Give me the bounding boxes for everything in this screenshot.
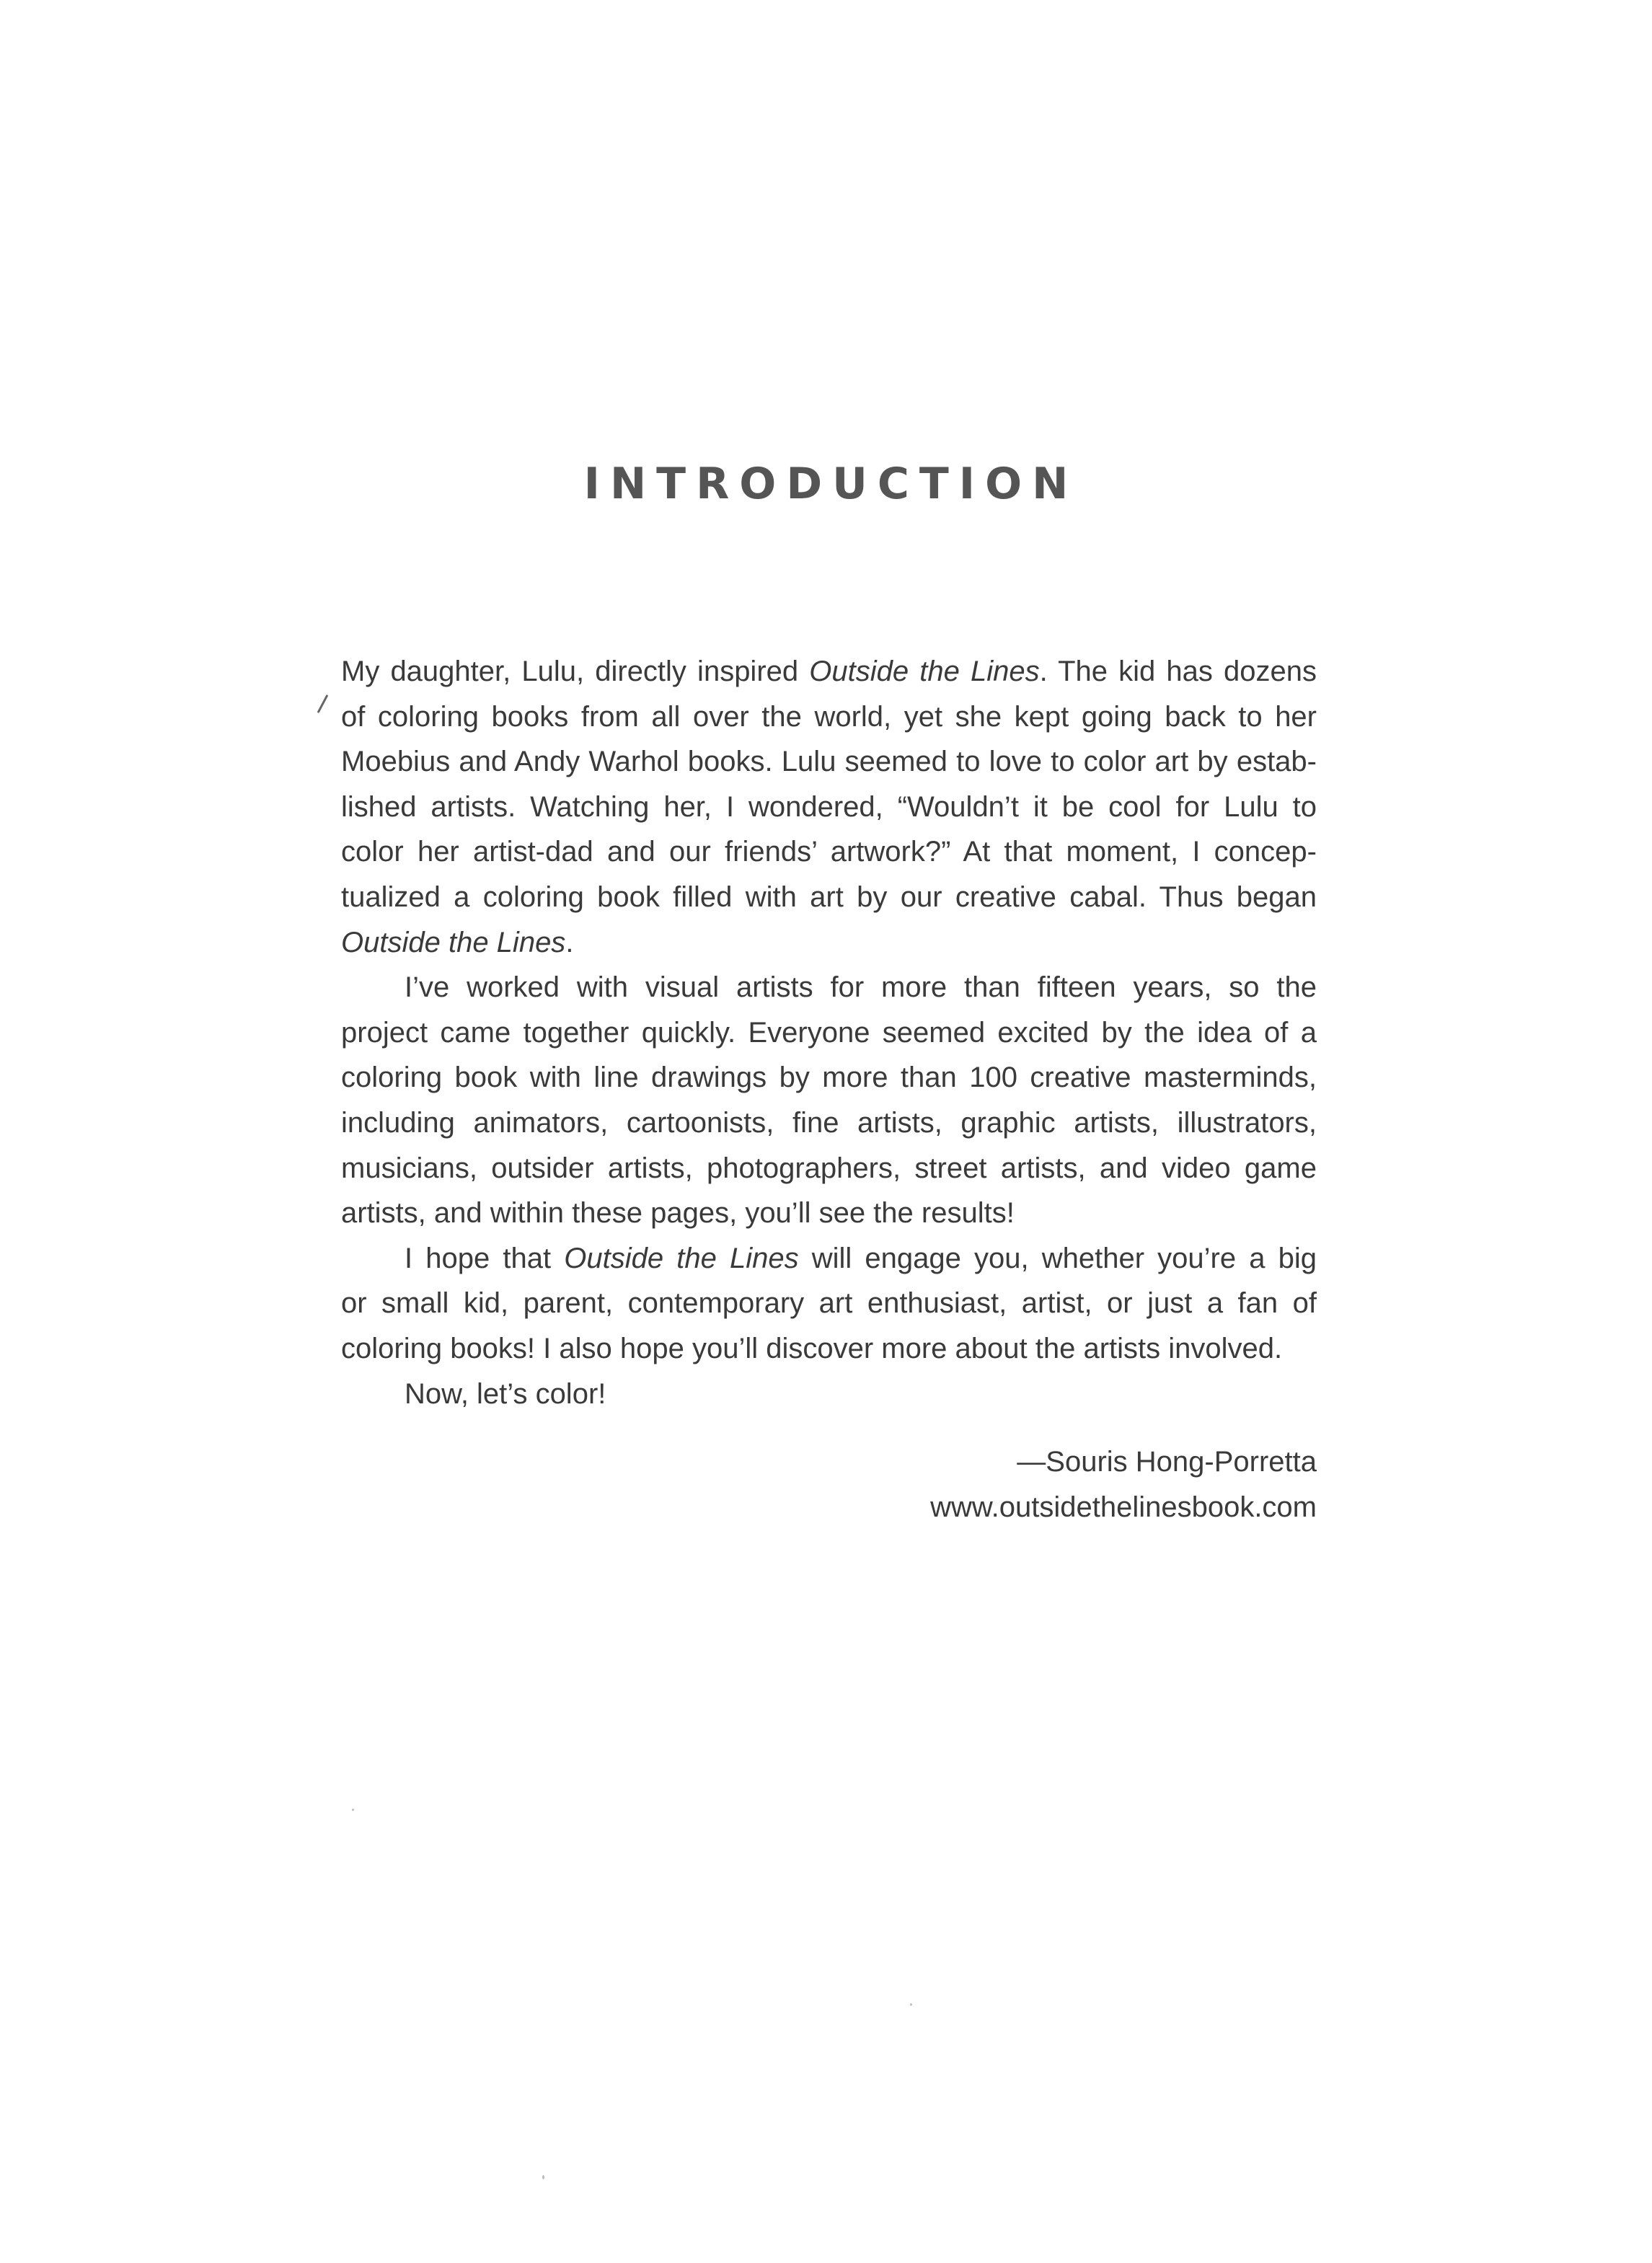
text-run: I hope that [405, 1242, 565, 1274]
text-run: color her artist-dad and our friends’ artwork?” At that moment, I concep- [341, 836, 1317, 868]
text-line [341, 1146, 1317, 1191]
text-line [341, 1236, 1317, 1282]
author-signature: —Souris Hong-Porretta [1017, 1446, 1317, 1478]
text-line [341, 1055, 1317, 1100]
text-line [341, 965, 1317, 1010]
text-run: Now, let’s color! [405, 1377, 606, 1410]
text-line [341, 1281, 1317, 1326]
text-line [341, 920, 1317, 966]
text-run: . The kid has dozens [1039, 656, 1317, 687]
text-run: including animators, cartoonists, fine artists, graphic artists, illustrators, [341, 1106, 1317, 1139]
scan-speck [352, 1809, 354, 1811]
text-run: of coloring books from all over the world, yet she kept going back to her [341, 700, 1317, 733]
text-line [341, 1372, 1317, 1417]
scan-speck [542, 2175, 544, 2179]
paragraph [341, 1372, 1317, 1417]
text-run: tualized a coloring book filled with art by our creative cabal. Thus began [341, 881, 1317, 913]
book-title-italic: Outside the Lines [341, 926, 566, 958]
text-line [341, 739, 1317, 785]
text-line [341, 694, 1317, 740]
text-line [341, 1326, 1317, 1372]
text-line [341, 829, 1317, 875]
text-line [341, 875, 1317, 920]
book-title-italic: Outside the Lines [809, 656, 1040, 687]
text-run: will engage you, whether you’re a big [798, 1242, 1317, 1274]
text-run: I’ve worked with visual artists for more than fifteen years, so the [405, 971, 1317, 1004]
website-url: www.outsidethelinesbook.com [930, 1491, 1317, 1523]
text-run: Moebius and Andy Warhol books. Lulu seemed to love to color art by estab- [341, 746, 1317, 778]
text-line [341, 1100, 1317, 1146]
text-line [341, 785, 1317, 830]
text-run: lished artists. Watching her, I wondered, “Wouldn’t it be cool for Lulu to [341, 790, 1317, 823]
paragraph [341, 649, 1317, 965]
text-run: coloring books! I also hope you’ll discover more about the artists involved. [341, 1332, 1283, 1364]
text-run: coloring book with line drawings by more than 100 creative masterminds, [341, 1062, 1317, 1094]
page-title: INTRODUCTION [583, 459, 1079, 509]
paragraph [341, 1236, 1317, 1372]
text-run: artists, and within these pages, you’ll see the results! [341, 1197, 1015, 1230]
text-line [341, 649, 1317, 694]
text-run: or small kid, parent, contemporary art enthusiast, artist, or just a fan of [341, 1287, 1317, 1320]
text-run: musicians, outsider artists, photographers, street artists, and video game [341, 1152, 1317, 1184]
text-run: project came together quickly. Everyone seemed excited by the idea of a [341, 1016, 1317, 1049]
scan-speck [910, 2003, 912, 2006]
text-line [341, 1010, 1317, 1056]
paragraph [341, 965, 1317, 1236]
book-title-italic: Outside the Lines [564, 1242, 799, 1274]
text-run: . [565, 926, 574, 958]
text-run: My daughter, Lulu, directly inspired [341, 656, 810, 687]
introduction-body [341, 649, 1317, 1416]
pencil-mark [317, 694, 329, 713]
text-line [341, 1191, 1317, 1236]
